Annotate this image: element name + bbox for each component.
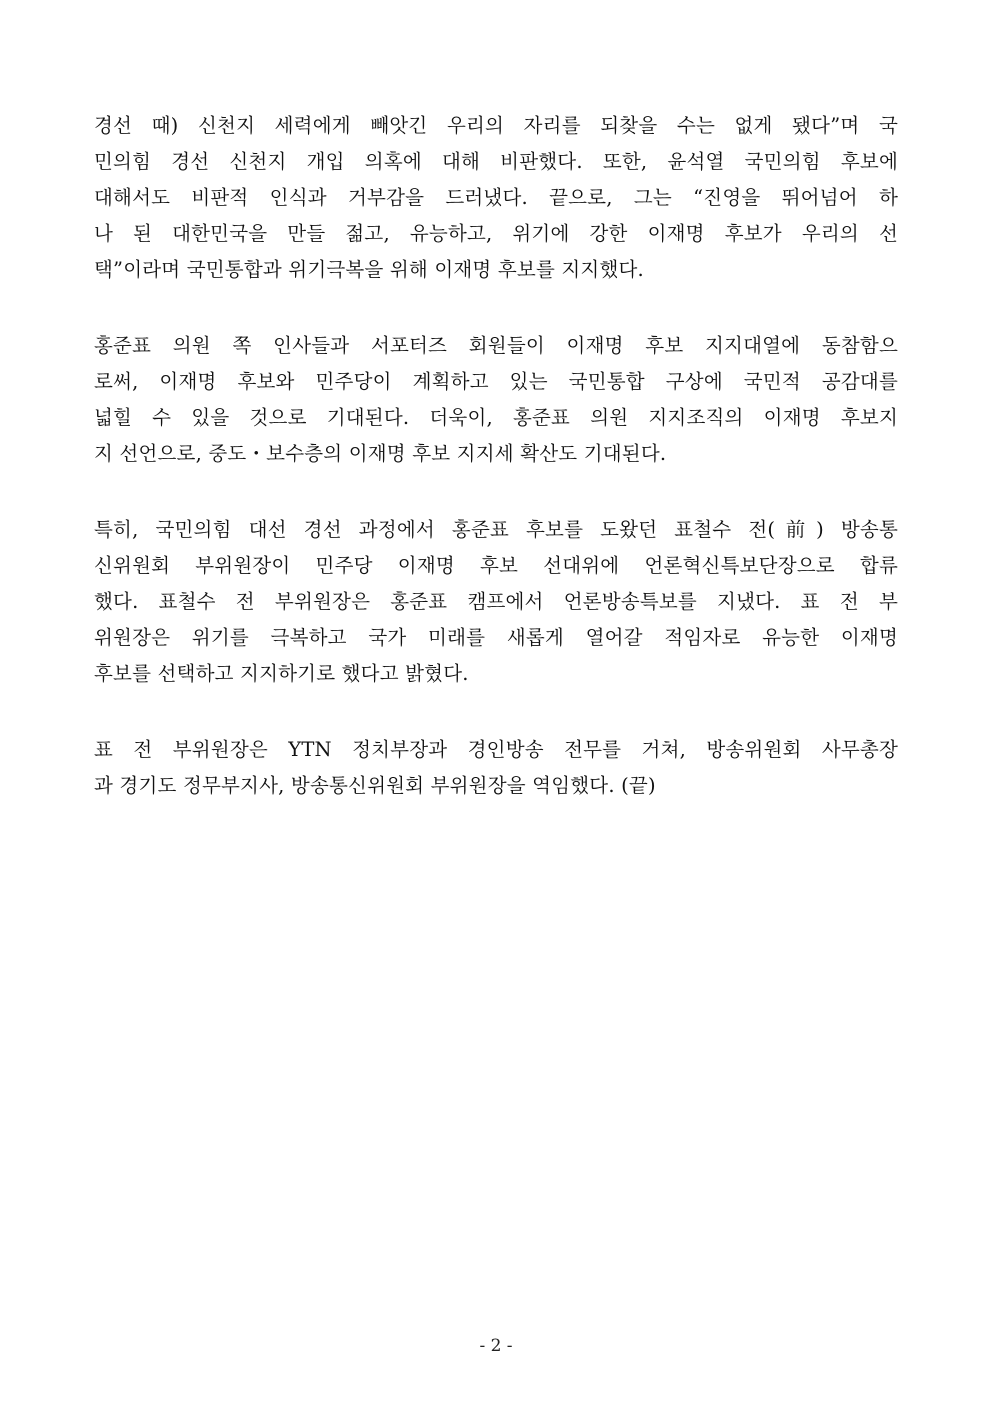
paragraph-4 — [94, 732, 898, 804]
paragraph-line: 후보를 선택하고 지지하기로 했다고 밝혔다. — [94, 662, 469, 685]
paragraph-line: 특히, 국민의힘 대선 경선 과정에서 홍준표 후보를 도왔던 표철수 전(前) 방송통 — [94, 518, 898, 541]
paragraph-line: 민의힘 경선 신천지 개입 의혹에 대해 비판했다. 또한, 윤석열 국민의힘 후보에 — [94, 150, 898, 173]
paragraph-line: 택”이라며 국민통합과 위기극복을 위해 이재명 후보를 지지했다. — [94, 258, 644, 281]
paragraph-line: 지 선언으로, 중도・보수층의 이재명 후보 지지세 확산도 기대된다. — [94, 442, 667, 465]
paragraph-line: 대해서도 비판적 인식과 거부감을 드러냈다. 끝으로, 그는 “진영을 뛰어넘어 하 — [94, 186, 898, 209]
page-number: - 2 - — [479, 1336, 513, 1356]
paragraph-line: 나 된 대한민국을 만들 젊고, 유능하고, 위기에 강한 이재명 후보가 우리의 선 — [94, 222, 898, 245]
paragraph-line: 했다. 표철수 전 부위원장은 홍준표 캠프에서 언론방송특보를 지냈다. 표 전 부 — [94, 590, 898, 613]
paragraph-line: 위원장은 위기를 극복하고 국가 미래를 새롭게 열어갈 적임자로 유능한 이재명 — [94, 626, 898, 649]
paragraph-2 — [94, 328, 898, 472]
paragraph-line: 과 경기도 정무부지사, 방송통신위원회 부위원장을 역임했다. (끝) — [94, 774, 656, 797]
paragraph-line: 넓힐 수 있을 것으로 기대된다. 더욱이, 홍준표 의원 지지조직의 이재명 후보지 — [94, 406, 898, 429]
document-body — [94, 108, 898, 844]
paragraph-line: 로써, 이재명 후보와 민주당이 계획하고 있는 국민통합 구상에 국민적 공감대를 — [94, 370, 898, 393]
paragraph-1 — [94, 108, 898, 288]
paragraph-3 — [94, 512, 898, 692]
paragraph-line: 홍준표 의원 쪽 인사들과 서포터즈 회원들이 이재명 후보 지지대열에 동참함으 — [94, 334, 898, 357]
paragraph-line: 경선 때) 신천지 세력에게 빼앗긴 우리의 자리를 되찾을 수는 없게 됐다”며 국 — [94, 114, 898, 137]
paragraph-line: 신위원회 부위원장이 민주당 이재명 후보 선대위에 언론혁신특보단장으로 합류 — [94, 554, 898, 577]
paragraph-line: 표 전 부위원장은 YTN 정치부장과 경인방송 전무를 거쳐, 방송위원회 사무총장 — [94, 738, 898, 761]
